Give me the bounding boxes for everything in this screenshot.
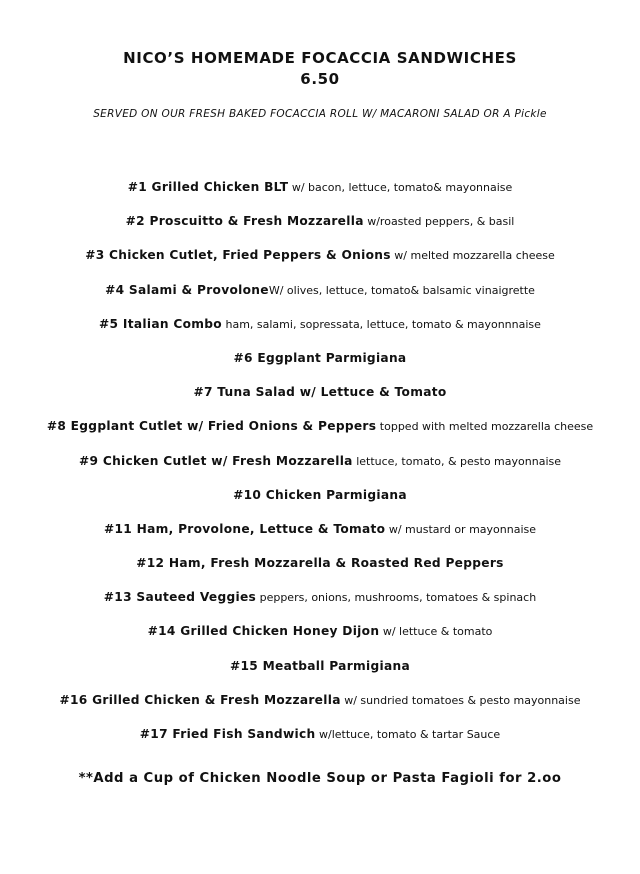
sandwich-name: #17 Fried Fish Sandwich bbox=[139, 727, 316, 741]
sandwich-item-2 bbox=[0, 212, 640, 246]
sandwich-item-10 bbox=[0, 486, 640, 520]
sandwich-item-7 bbox=[0, 383, 640, 417]
sandwich-description: w/ lettuce & tomato bbox=[379, 625, 493, 639]
sandwich-name: #3 Chicken Cutlet, Fried Peppers & Onions bbox=[85, 248, 391, 263]
sandwich-description: w/ mustard or mayonnaise bbox=[385, 522, 537, 536]
sandwich-description: w/ bacon, lettuce, tomato& mayonnaise bbox=[288, 181, 513, 194]
sandwich-item-15 bbox=[0, 657, 640, 691]
sandwich-item-6 bbox=[0, 349, 640, 383]
sandwich-description: lettuce, tomato, & pesto mayonnaise bbox=[352, 454, 561, 468]
sandwich-name: #5 Italian Combo bbox=[99, 316, 222, 331]
menu-price: 6.50 bbox=[300, 70, 340, 88]
sandwich-name: #6 Eggplant Parmigiana bbox=[233, 350, 407, 365]
sandwich-description: w/lettuce, tomato & tartar Sauce bbox=[315, 728, 501, 741]
sandwich-item-14 bbox=[0, 622, 640, 656]
sandwich-list bbox=[0, 178, 640, 759]
sandwich-name: #8 Eggplant Cutlet w/ Fried Onions & Peppers bbox=[46, 419, 377, 434]
sandwich-description: W/ olives, lettuce, tomato& balsamic vinaigrette bbox=[268, 283, 535, 297]
sandwich-item-9 bbox=[0, 452, 640, 486]
sandwich-name: #7 Tuna Salad w/ Lettuce & Tomato bbox=[193, 385, 447, 400]
sandwich-item-12 bbox=[0, 554, 640, 588]
sandwich-name: #16 Grilled Chicken & Fresh Mozzarella bbox=[59, 692, 341, 707]
sandwich-name: #12 Ham, Fresh Mozzarella & Roasted Red Peppers bbox=[136, 556, 504, 571]
sandwich-item-17 bbox=[0, 725, 640, 759]
sandwich-item-16 bbox=[0, 691, 640, 725]
sandwich-name: #9 Chicken Cutlet w/ Fresh Mozzarella bbox=[79, 453, 353, 468]
sandwich-name: #10 Chicken Parmigiana bbox=[233, 487, 407, 502]
soup-addon-note: **Add a Cup of Chicken Noodle Soup or Pasta Fagioli for 2.oo bbox=[78, 771, 562, 786]
sandwich-item-4 bbox=[0, 281, 640, 315]
sandwich-name: #2 Proscuitto & Fresh Mozzarella bbox=[125, 214, 364, 229]
sandwich-name: #4 Salami & Provolone bbox=[105, 282, 269, 297]
sandwich-name: #13 Sauteed Veggies bbox=[103, 590, 257, 605]
sandwich-name: #1 Grilled Chicken BLT bbox=[127, 180, 289, 194]
sandwich-item-13 bbox=[0, 588, 640, 622]
sandwich-name: #11 Ham, Provolone, Lettuce & Tomato bbox=[103, 521, 386, 536]
sandwich-item-1 bbox=[0, 178, 640, 212]
sandwich-item-5 bbox=[0, 315, 640, 349]
sandwich-item-8 bbox=[0, 417, 640, 451]
sandwich-description: topped with melted mozzarella cheese bbox=[376, 420, 594, 434]
sandwich-item-3 bbox=[0, 246, 640, 280]
sandwich-description: w/ sundried tomatoes & pesto mayonnaise bbox=[340, 693, 581, 707]
sandwich-name: #14 Grilled Chicken Honey Dijon bbox=[147, 624, 380, 639]
sandwich-description: peppers, onions, mushrooms, tomatoes & spinach bbox=[256, 591, 537, 605]
sandwich-description: w/ melted mozzarella cheese bbox=[390, 249, 555, 263]
sandwich-name: #15 Meatball Parmigiana bbox=[229, 658, 411, 673]
sandwich-description: ham, salami, sopressata, lettuce, tomato & mayonnnaise bbox=[221, 317, 541, 331]
menu-title: NICO’S HOMEMADE FOCACCIA SANDWICHES bbox=[123, 49, 517, 67]
sandwich-description: w/roasted peppers, & basil bbox=[363, 215, 515, 229]
sandwich-item-11 bbox=[0, 520, 640, 554]
menu-subtitle: SERVED ON OUR FRESH BAKED FOCACCIA ROLL W/ MACARONI SALAD OR A Pickle bbox=[93, 108, 547, 120]
